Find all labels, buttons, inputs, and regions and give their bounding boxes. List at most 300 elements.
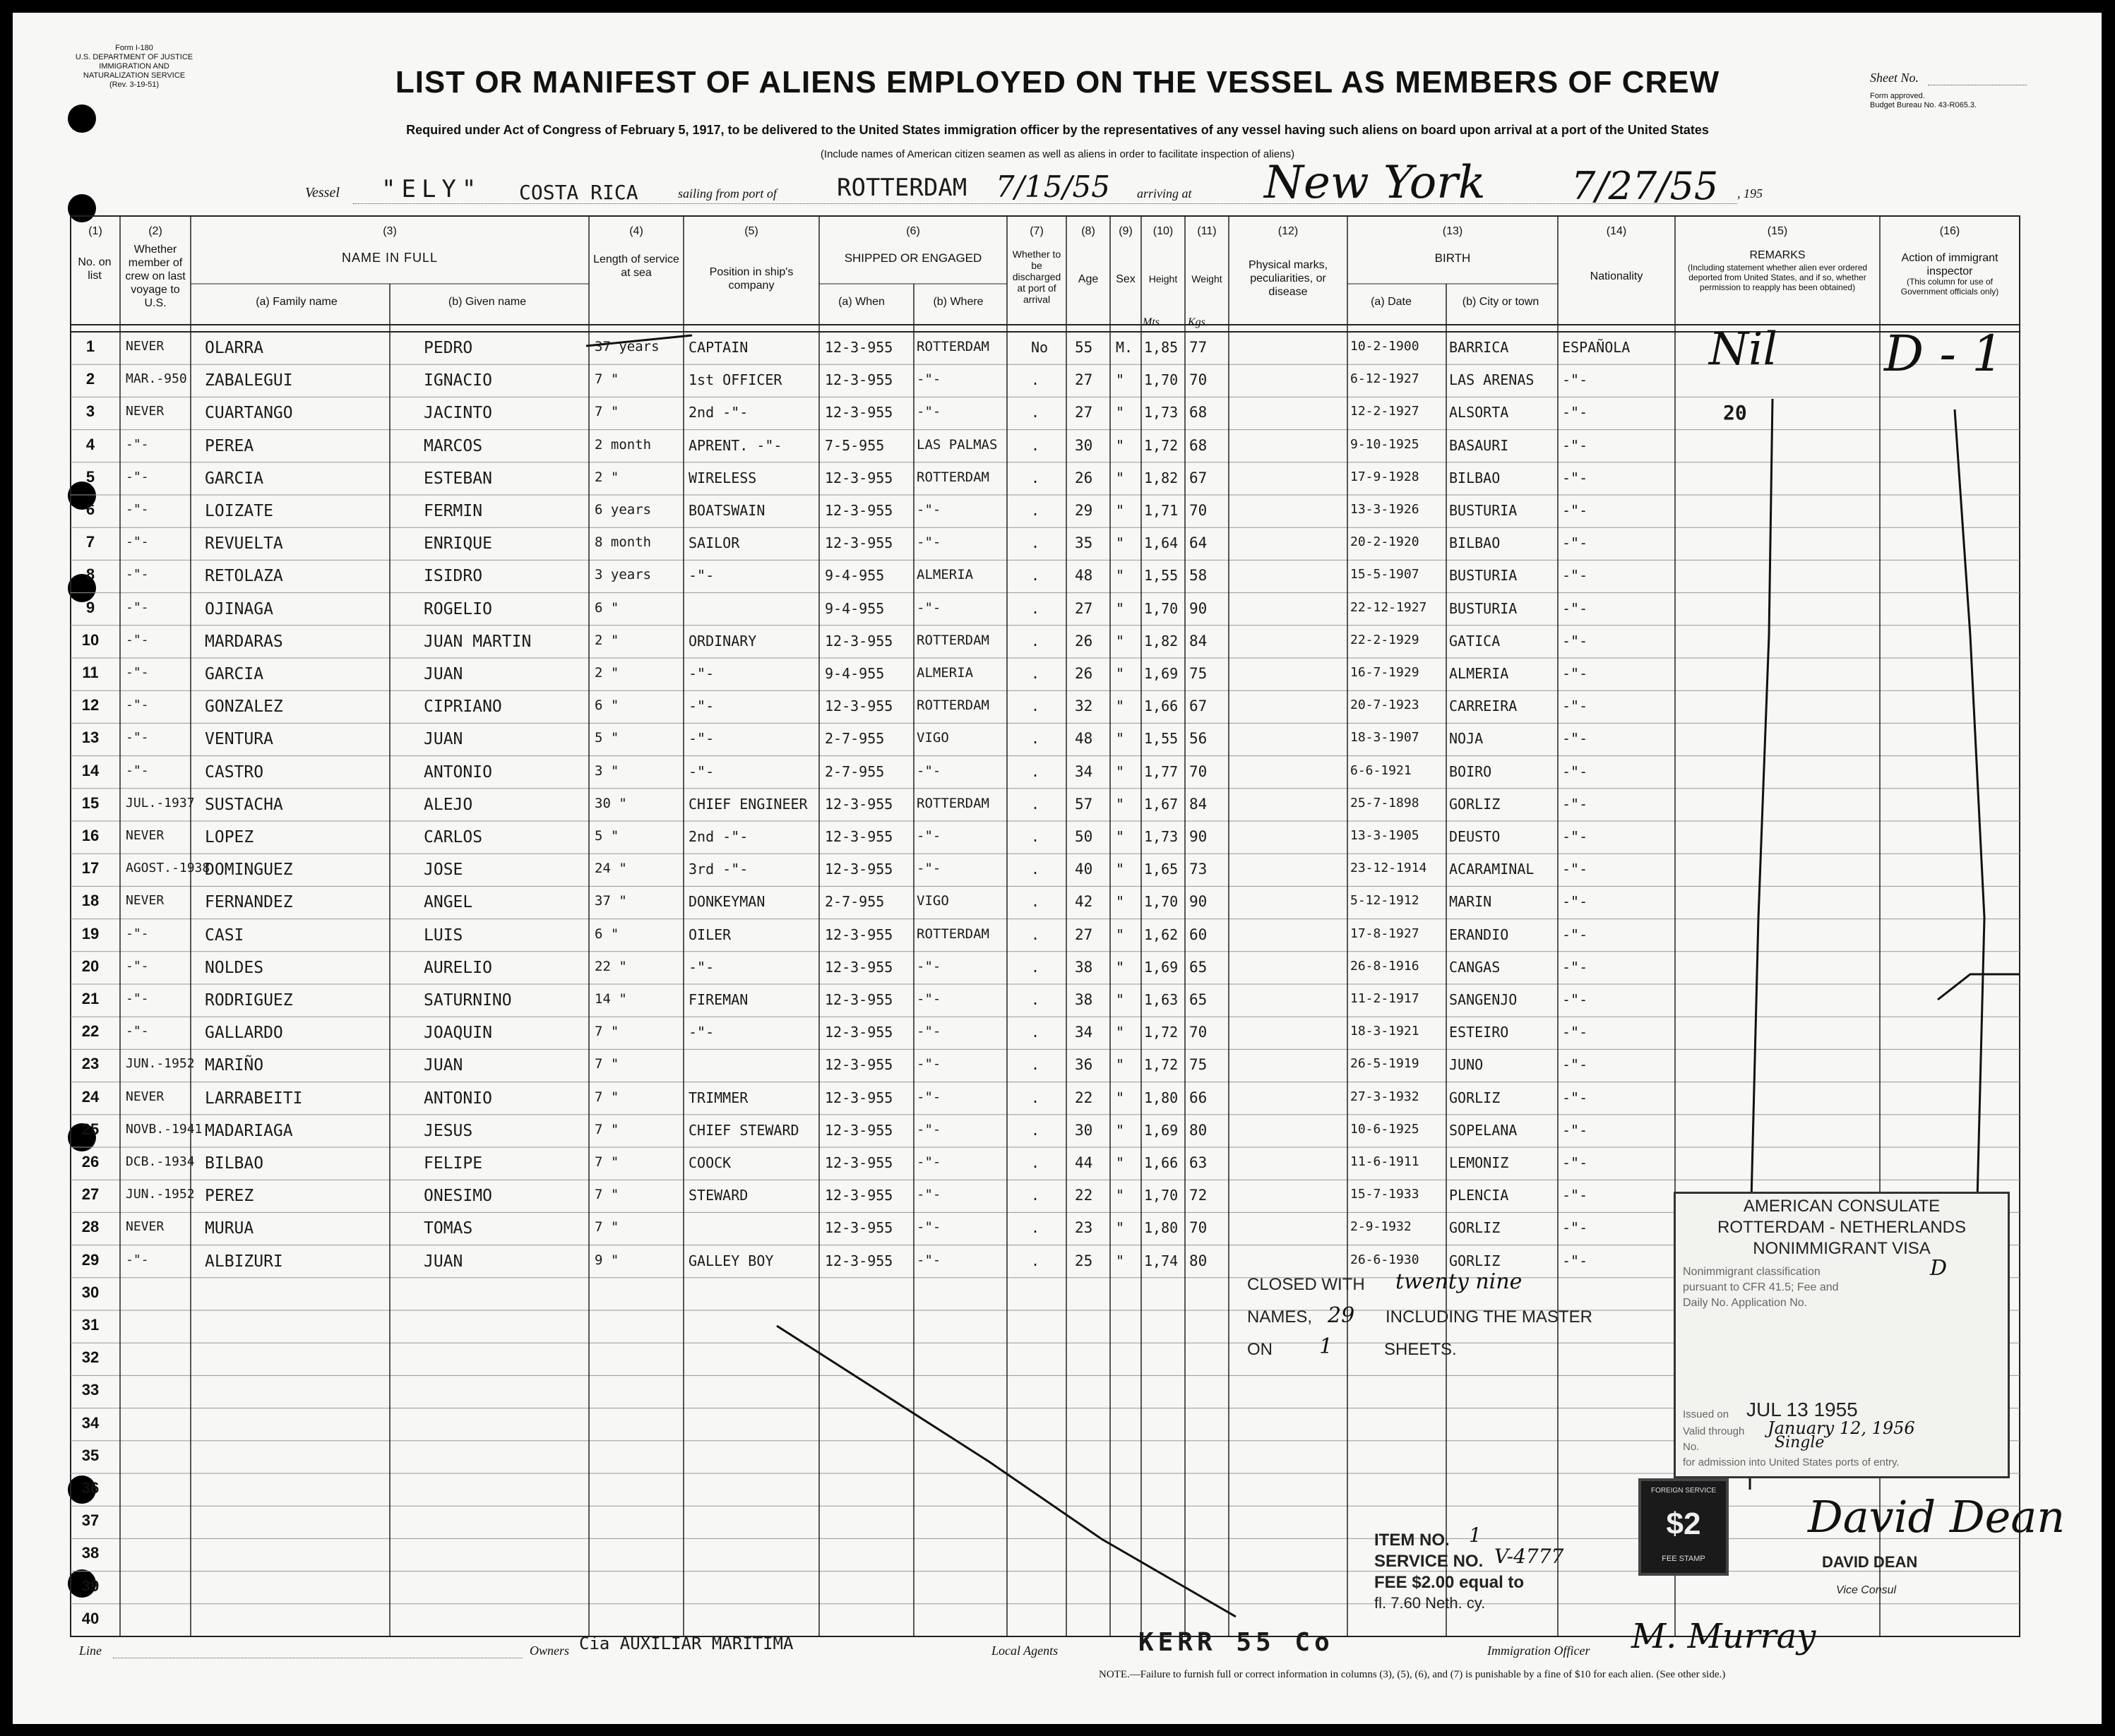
shipped-where-cell: -"- xyxy=(917,1056,941,1072)
discharged-cell: . xyxy=(1031,1219,1040,1237)
height-cell: 1,55 xyxy=(1144,567,1179,585)
sailing-label: sailing from port of xyxy=(678,186,777,200)
height-cell: 1,69 xyxy=(1144,958,1179,976)
weight-cell: 67 xyxy=(1189,698,1208,715)
fee-service-label: SERVICE NO. xyxy=(1374,1552,1484,1571)
family-name-cell: CASTRO xyxy=(205,762,264,782)
weight-unit: Kgs xyxy=(1188,316,1205,328)
vessel-flag: COSTA RICA xyxy=(519,181,638,204)
family-name-cell: CASI xyxy=(205,926,244,945)
birth-date-cell: 6-6-1921 xyxy=(1350,762,1412,778)
birth-date-cell: 20-7-1923 xyxy=(1350,698,1419,713)
col-where: (b) Where xyxy=(933,296,984,308)
family-name-cell: GARCIA xyxy=(205,469,264,488)
footer-line-label: Line xyxy=(79,1644,102,1658)
family-name-cell: OLARRA xyxy=(205,339,264,357)
birth-date-cell: 11-6-1911 xyxy=(1350,1154,1419,1169)
sex-cell: " xyxy=(1116,404,1125,421)
birth-city-cell: SOPELANA xyxy=(1449,1121,1518,1139)
discharged-cell: . xyxy=(1031,730,1040,748)
shipped-where-cell: -"- xyxy=(917,599,941,616)
age-cell: 26 xyxy=(1075,632,1093,649)
nationality-cell: -"- xyxy=(1562,1187,1588,1204)
shipped-where-cell: -"- xyxy=(917,1121,941,1137)
shipped-when-cell: 12-3-955 xyxy=(825,958,893,976)
discharged-cell: . xyxy=(1031,991,1040,1008)
given-name-cell: MARCOS xyxy=(424,436,483,455)
age-cell: 32 xyxy=(1075,698,1093,715)
discharged-cell: . xyxy=(1031,1121,1040,1139)
weight-cell: 90 xyxy=(1189,828,1208,845)
nationality-cell: -"- xyxy=(1562,762,1588,780)
action-mark: D - 1 xyxy=(1884,325,2003,383)
last-voyage-cell: NEVER xyxy=(126,1089,165,1104)
shipped-where-cell: -"- xyxy=(917,404,941,420)
shipped-where-cell: ROTTERDAM xyxy=(917,339,989,354)
height-unit: Mts xyxy=(1143,316,1160,328)
age-cell: 22 xyxy=(1075,1187,1093,1204)
sex-cell: " xyxy=(1116,1187,1125,1204)
shipped-where-cell: -"- xyxy=(917,991,941,1007)
nationality-cell: -"- xyxy=(1562,1089,1588,1106)
height-cell: 1,73 xyxy=(1144,828,1179,845)
shipped-when-cell: 12-3-955 xyxy=(825,1056,893,1074)
footer-agents-label: Local Agents xyxy=(991,1644,1059,1658)
col-birth-city: (b) City or town xyxy=(1462,296,1539,308)
page-subtitle: Required under Act of Congress of February 5, 1917, to be delivered to the United States immigration officer by the representatives of any vessel having such aliens on board upon arrival at a port of the United States xyxy=(406,123,1709,137)
last-voyage-cell: -"- xyxy=(126,632,149,647)
consulate-line3: NONIMMIGRANT VISA xyxy=(1753,1239,1931,1258)
sex-cell: " xyxy=(1116,730,1125,748)
birth-date-cell: 11-2-1917 xyxy=(1350,991,1419,1006)
birth-date-cell: 5-12-1912 xyxy=(1350,893,1419,909)
form-id-line: U.S. DEPARTMENT OF JUSTICE xyxy=(75,53,193,61)
col-num: (16) xyxy=(1939,225,1960,237)
last-voyage-cell: -"- xyxy=(126,1024,149,1039)
family-name-cell: NOLDES xyxy=(205,958,264,977)
shipped-when-cell: 2-7-955 xyxy=(825,762,885,780)
col-when: (a) When xyxy=(838,296,885,308)
page-subtitle-note: (Include names of American citizen seamen as well as aliens in order to facilitate inspection of aliens) xyxy=(820,148,1295,160)
consulate-line1: AMERICAN CONSULATE xyxy=(1743,1197,1941,1216)
family-name-cell: MARDARAS xyxy=(205,632,283,651)
col-family-name: (a) Family name xyxy=(256,296,338,308)
row-number: 14 xyxy=(81,761,100,779)
arriving-label: arriving at xyxy=(1137,186,1192,200)
birth-date-cell: 26-5-1919 xyxy=(1350,1056,1419,1072)
fee-line: FEE $2.00 equal to xyxy=(1374,1573,1525,1592)
discharged-cell: . xyxy=(1031,469,1040,486)
birth-date-cell: 10-2-1900 xyxy=(1350,339,1419,354)
position-cell: SAILOR xyxy=(689,534,740,552)
length-service-cell: 2 " xyxy=(595,469,619,485)
family-name-cell: LARRABEITI xyxy=(205,1089,303,1108)
family-name-cell: ALBIZURI xyxy=(205,1252,283,1271)
height-cell: 1,65 xyxy=(1144,861,1179,878)
shipped-when-cell: 2-7-955 xyxy=(825,893,885,911)
given-name-cell: FERMIN xyxy=(424,502,483,520)
birth-city-cell: GORLIZ xyxy=(1449,1252,1501,1269)
nationality-cell: -"- xyxy=(1562,1219,1588,1237)
col-no-on-list: No. on list xyxy=(78,256,112,282)
birth-date-cell: 15-5-1907 xyxy=(1350,567,1419,582)
position-cell: -"- xyxy=(689,567,715,585)
length-service-cell: 5 " xyxy=(595,828,619,844)
row-number: 18 xyxy=(81,892,100,910)
given-name-cell: AURELIO xyxy=(424,958,492,977)
shipped-when-cell: 12-3-955 xyxy=(825,339,893,356)
family-name-cell: SUSTACHA xyxy=(205,795,283,814)
shipped-when-cell: 12-3-955 xyxy=(825,991,893,1008)
consulate-line2: ROTTERDAM - NETHERLANDS xyxy=(1717,1218,1967,1237)
shipped-where-cell: VIGO xyxy=(917,730,949,746)
discharged-cell: . xyxy=(1031,762,1040,780)
length-service-cell: 7 " xyxy=(595,371,619,388)
position-cell: CAPTAIN xyxy=(689,339,749,356)
weight-cell: 72 xyxy=(1189,1187,1208,1204)
shipped-where-cell: ROTTERDAM xyxy=(917,795,989,811)
sex-cell: " xyxy=(1116,828,1125,845)
position-cell: -"- xyxy=(689,1024,715,1041)
birth-city-cell: SANGENJO xyxy=(1449,991,1518,1008)
nationality-cell: -"- xyxy=(1562,436,1588,454)
col-birth-date: (a) Date xyxy=(1371,296,1412,308)
row-number: 15 xyxy=(81,794,100,812)
sex-cell: " xyxy=(1116,861,1125,878)
height-cell: 1,67 xyxy=(1144,795,1179,813)
age-cell: 34 xyxy=(1075,762,1093,780)
sex-cell: " xyxy=(1116,1252,1125,1269)
arriving-date: 7/27/55 xyxy=(1571,164,1719,208)
birth-date-cell: 23-12-1914 xyxy=(1350,861,1427,876)
height-cell: 1,70 xyxy=(1144,599,1179,617)
row-number: 5 xyxy=(85,467,95,486)
position-cell: TRIMMER xyxy=(689,1089,749,1106)
weight-cell: 70 xyxy=(1189,762,1208,780)
birth-city-cell: GORLIZ xyxy=(1449,1089,1501,1106)
birth-city-cell: BUSTURIA xyxy=(1449,502,1518,519)
col-given-name: (b) Given name xyxy=(448,296,527,308)
length-service-cell: 7 " xyxy=(595,1187,619,1203)
length-service-cell: 37 " xyxy=(595,893,627,909)
shipped-when-cell: 12-3-955 xyxy=(825,861,893,878)
given-name-cell: JUAN xyxy=(424,1056,463,1075)
sex-cell: " xyxy=(1116,1024,1125,1041)
birth-city-cell: CANGAS xyxy=(1449,958,1501,976)
height-cell: 1,82 xyxy=(1144,632,1179,649)
family-name-cell: FERNANDEZ xyxy=(205,893,293,912)
nationality-cell: -"- xyxy=(1562,632,1588,649)
weight-cell: 68 xyxy=(1189,436,1208,454)
col-num: (13) xyxy=(1442,225,1463,237)
nationality-cell: -"- xyxy=(1562,665,1588,682)
row-number: 16 xyxy=(81,827,100,844)
last-voyage-cell: -"- xyxy=(126,926,149,941)
weight-cell: 64 xyxy=(1189,534,1208,552)
height-cell: 1,70 xyxy=(1144,1187,1179,1204)
last-voyage-cell: -"- xyxy=(126,1252,149,1267)
birth-date-cell: 26-6-1930 xyxy=(1350,1252,1419,1267)
sex-cell: " xyxy=(1116,632,1125,649)
length-service-cell: 3 " xyxy=(595,762,619,779)
family-name-cell: RODRIGUEZ xyxy=(205,991,293,1010)
age-cell: 26 xyxy=(1075,665,1093,682)
length-service-cell: 7 " xyxy=(595,1024,619,1040)
visa-class-value: D xyxy=(1930,1256,1948,1281)
vessel-label: Vessel xyxy=(305,185,340,200)
birth-city-cell: LAS ARENAS xyxy=(1449,371,1535,389)
birth-city-cell: GATICA xyxy=(1449,632,1501,649)
shipped-where-cell: -"- xyxy=(917,1089,941,1105)
col-num: (8) xyxy=(1081,225,1095,237)
col-num: (9) xyxy=(1119,225,1133,237)
birth-city-cell: BOIRO xyxy=(1449,762,1492,780)
birth-date-cell: 20-2-1920 xyxy=(1350,534,1419,550)
last-voyage-cell: JUL.-1937 xyxy=(126,795,195,810)
age-cell: 25 xyxy=(1075,1252,1093,1269)
nationality-cell: -"- xyxy=(1562,958,1588,976)
sex-cell: " xyxy=(1116,502,1125,519)
age-cell: 27 xyxy=(1075,404,1093,421)
arriving-port: New York xyxy=(1264,157,1486,209)
last-voyage-cell: -"- xyxy=(126,469,149,484)
revenue-stamp-label: FOREIGN SERVICE xyxy=(1650,1487,1717,1495)
row-number: 26 xyxy=(81,1153,100,1171)
last-voyage-cell: JUN.-1952 xyxy=(126,1187,195,1202)
position-cell: 3rd -"- xyxy=(689,861,749,878)
age-cell: 55 xyxy=(1075,339,1093,356)
age-cell: 34 xyxy=(1075,1024,1093,1041)
height-cell: 1,80 xyxy=(1144,1089,1179,1106)
birth-city-cell: BILBAO xyxy=(1449,469,1501,486)
length-service-cell: 5 " xyxy=(595,730,619,746)
given-name-cell: PEDRO xyxy=(424,339,473,357)
position-cell: OILER xyxy=(689,926,732,943)
nationality-cell: -"- xyxy=(1562,991,1588,1008)
row-number: 7 xyxy=(85,533,95,551)
family-name-cell: GALLARDO xyxy=(205,1024,283,1043)
birth-city-cell: GORLIZ xyxy=(1449,795,1501,813)
footer-owners-value: Cia AUXILIAR MARITIMA xyxy=(579,1634,794,1653)
sex-cell: " xyxy=(1116,534,1125,552)
position-cell: CHIEF STEWARD xyxy=(689,1121,799,1139)
valid-value: January 12, 1956 xyxy=(1768,1418,1915,1438)
height-cell: 1,62 xyxy=(1144,926,1179,943)
nationality-cell: -"- xyxy=(1562,1252,1588,1269)
length-service-cell: 22 " xyxy=(595,958,627,974)
sailing-port: ROTTERDAM xyxy=(837,174,967,202)
visa-class-line3: Daily No. Application No. xyxy=(1683,1297,1808,1309)
page-title: LIST OR MANIFEST OF ALIENS EMPLOYED ON THE VESSEL AS MEMBERS OF CREW xyxy=(395,65,1720,100)
footer-officer-label: Immigration Officer xyxy=(1487,1644,1590,1658)
position-cell: APRENT. -"- xyxy=(689,436,782,454)
footer-agents-value: KERR 55 Co xyxy=(1138,1628,1334,1657)
given-name-cell: JUAN MARTIN xyxy=(424,632,532,651)
weight-cell: 60 xyxy=(1189,926,1208,943)
birth-date-cell: 26-8-1916 xyxy=(1350,958,1419,974)
row-number: 4 xyxy=(85,435,95,453)
col-shipped: SHIPPED OR ENGAGED xyxy=(844,251,982,265)
family-name-cell: CUARTANGO xyxy=(205,404,293,423)
weight-cell: 70 xyxy=(1189,1024,1208,1041)
position-cell: -"- xyxy=(689,698,715,715)
sex-cell: " xyxy=(1116,1219,1125,1237)
last-voyage-cell: -"- xyxy=(126,762,149,778)
sex-cell: " xyxy=(1116,567,1125,585)
col-num: (1) xyxy=(88,225,102,237)
discharged-cell: . xyxy=(1031,1187,1040,1204)
nationality-cell: -"- xyxy=(1562,698,1588,715)
closing-line3-value: 1 xyxy=(1319,1334,1333,1359)
row-number: 21 xyxy=(81,990,100,1007)
birth-date-cell: 18-3-1907 xyxy=(1350,730,1419,746)
valid-label: Valid through xyxy=(1683,1425,1745,1437)
birth-city-cell: NOJA xyxy=(1449,730,1484,748)
birth-date-cell: 25-7-1898 xyxy=(1350,795,1419,810)
length-service-cell: 2 " xyxy=(595,632,619,648)
discharged-cell: . xyxy=(1031,371,1040,389)
discharged-cell: . xyxy=(1031,1056,1040,1074)
approval-line: Form approved. xyxy=(1870,92,1925,100)
given-name-cell: CARLOS xyxy=(424,828,483,846)
age-cell: 42 xyxy=(1075,893,1093,911)
shipped-when-cell: 12-3-955 xyxy=(825,371,893,389)
row-number: 1 xyxy=(85,337,95,355)
col-height: Height xyxy=(1148,273,1178,285)
nationality-cell: -"- xyxy=(1562,730,1588,748)
age-cell: 48 xyxy=(1075,567,1093,585)
height-cell: 1,72 xyxy=(1144,1024,1179,1041)
family-name-cell: LOPEZ xyxy=(205,828,254,846)
last-voyage-cell: -"- xyxy=(126,567,149,582)
sex-cell: " xyxy=(1116,1089,1125,1106)
weight-cell: 56 xyxy=(1189,730,1208,748)
age-cell: 27 xyxy=(1075,926,1093,943)
shipped-where-cell: ROTTERDAM xyxy=(917,698,989,714)
sex-cell: " xyxy=(1116,958,1125,976)
sex-cell: " xyxy=(1116,893,1125,911)
shipped-when-cell: 12-3-955 xyxy=(825,502,893,519)
birth-date-cell: 9-10-1925 xyxy=(1350,436,1419,452)
shipped-where-cell: -"- xyxy=(917,1154,941,1170)
age-cell: 44 xyxy=(1075,1154,1093,1171)
row-number: 19 xyxy=(81,924,100,942)
family-name-cell: PEREZ xyxy=(205,1187,254,1206)
height-cell: 1,66 xyxy=(1144,1154,1179,1171)
given-name-cell: FELIPE xyxy=(424,1154,483,1173)
fee-service-value: V-4777 xyxy=(1494,1545,1564,1568)
height-cell: 1,80 xyxy=(1144,1219,1179,1237)
nationality-cell: -"- xyxy=(1562,795,1588,813)
length-service-cell: 7 " xyxy=(595,404,619,420)
entry-line: for admission into United States ports of entry. xyxy=(1683,1456,1900,1468)
shipped-where-cell: ROTTERDAM xyxy=(917,926,989,942)
row-number: 32 xyxy=(81,1348,100,1367)
row-number: 9 xyxy=(85,598,95,616)
col-num: (2) xyxy=(148,225,162,237)
length-service-cell: 37 years xyxy=(595,339,660,354)
shipped-when-cell: 12-3-955 xyxy=(825,404,893,421)
row-number: 24 xyxy=(81,1087,100,1106)
row-number: 6 xyxy=(85,501,95,518)
birth-city-cell: PLENCIA xyxy=(1449,1187,1509,1204)
last-voyage-cell: NEVER xyxy=(126,828,165,843)
age-cell: 57 xyxy=(1075,795,1093,813)
discharged-cell: No xyxy=(1031,339,1049,356)
footer-officer-value: M. Murray xyxy=(1631,1617,1816,1656)
given-name-cell: TOMAS xyxy=(424,1219,473,1238)
age-cell: 35 xyxy=(1075,534,1093,552)
row-number: 27 xyxy=(81,1185,100,1204)
weight-cell: 70 xyxy=(1189,502,1208,519)
vessel-name: "ELY" xyxy=(381,175,482,203)
height-cell: 1,70 xyxy=(1144,371,1179,389)
row-number: 39 xyxy=(81,1576,100,1595)
birth-date-cell: 22-12-1927 xyxy=(1350,599,1427,615)
col-sex: Sex xyxy=(1116,273,1136,285)
last-voyage-cell: NEVER xyxy=(126,1219,165,1235)
weight-cell: 65 xyxy=(1189,958,1208,976)
last-voyage-cell: NEVER xyxy=(126,893,165,909)
col-action: Action of immigrant inspector xyxy=(1901,252,1998,277)
closing-line3-label: ON xyxy=(1247,1340,1273,1359)
last-voyage-cell: AGOST.-1938 xyxy=(126,861,210,876)
length-service-cell: 8 month xyxy=(595,534,652,551)
weight-cell: 66 xyxy=(1189,1089,1208,1106)
shipped-where-cell: -"- xyxy=(917,502,941,517)
family-name-cell: PEREA xyxy=(205,436,254,455)
shipped-when-cell: 12-3-955 xyxy=(825,534,893,552)
col-num: (3) xyxy=(383,225,397,237)
sex-cell: " xyxy=(1116,599,1125,617)
weight-cell: 58 xyxy=(1189,567,1208,585)
height-cell: 1,72 xyxy=(1144,1056,1179,1074)
shipped-when-cell: 12-3-955 xyxy=(825,828,893,845)
length-service-cell: 2 " xyxy=(595,665,619,681)
issued-date: JUL 13 1955 xyxy=(1746,1399,1858,1420)
form-id-line: (Rev. 3-19-51) xyxy=(109,80,160,89)
discharged-cell: . xyxy=(1031,567,1040,585)
sex-cell: " xyxy=(1116,469,1125,486)
birth-city-cell: BASAURI xyxy=(1449,436,1509,454)
nationality-cell: -"- xyxy=(1562,371,1588,389)
last-voyage-cell: NEVER xyxy=(126,339,165,354)
sex-cell: " xyxy=(1116,926,1125,943)
closing-line1-label: CLOSED WITH xyxy=(1247,1275,1365,1294)
nationality-cell: -"- xyxy=(1562,926,1588,943)
family-name-cell: RETOLAZA xyxy=(205,567,283,586)
nationality-cell: -"- xyxy=(1562,404,1588,421)
col-num: (4) xyxy=(629,225,643,237)
shipped-where-cell: ROTTERDAM xyxy=(917,469,989,485)
birth-city-cell: LEMONIZ xyxy=(1449,1154,1509,1171)
shipped-where-cell: -"- xyxy=(917,371,941,388)
closing-line2-label: NAMES, xyxy=(1247,1307,1313,1327)
row-number: 38 xyxy=(81,1544,100,1562)
age-cell: 36 xyxy=(1075,1056,1093,1074)
discharged-cell: . xyxy=(1031,534,1040,552)
height-cell: 1,66 xyxy=(1144,698,1179,715)
birth-date-cell: 17-9-1928 xyxy=(1350,469,1419,484)
shipped-where-cell: -"- xyxy=(917,1219,941,1235)
sheet-number-label: Sheet No. xyxy=(1870,71,1919,85)
col-num: (12) xyxy=(1277,225,1299,237)
shipped-where-cell: -"- xyxy=(917,828,941,844)
fee-line2: fl. 7.60 Neth. cy. xyxy=(1374,1594,1486,1612)
age-cell: 40 xyxy=(1075,861,1093,878)
family-name-cell: MADARIAGA xyxy=(205,1121,293,1140)
birth-date-cell: 10-6-1925 xyxy=(1350,1121,1419,1137)
